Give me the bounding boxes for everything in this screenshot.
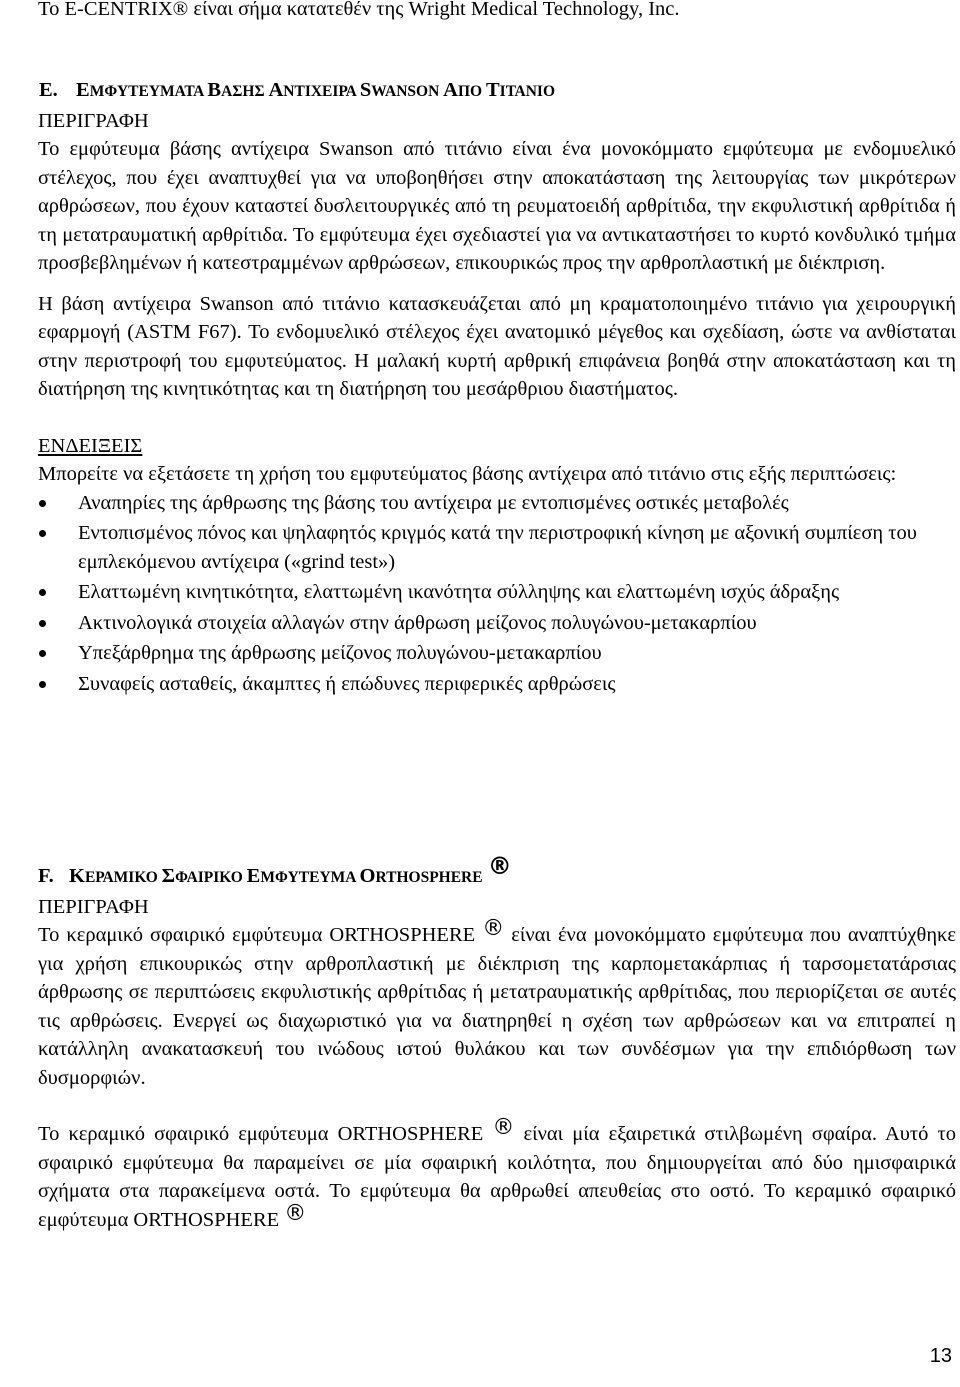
- registered-icon: ®: [482, 916, 505, 941]
- section-e: [38, 76, 956, 700]
- bullet-icon: [39, 589, 46, 596]
- list-item: Ακτινολογικά στοιχεία αλλαγών στην άρθρωση μείζονος πολυγώνου-μετακαρπίου: [38, 609, 956, 638]
- section-e-title: E. ΕΜΦΥΤΕΥΜΑΤΑ ΒΑΣΗΣ ΑΝΤΙΧΕΙΡΑ SWANSON ΑΠΟ ΤΙΤΑΝΙΟ: [38, 76, 956, 107]
- list-item: Ελαττωμένη κινητικότητα, ελαττωμένη ικανότητα σύλληψης και ελαττωμένη ισχύς άδραξης: [38, 578, 956, 607]
- section-e-letter: E.: [39, 79, 58, 101]
- page-number: 13: [929, 1345, 952, 1367]
- list-item: Αναπηρίες της άρθρωσης της βάσης του αντίχειρα με εντοπισμένες οστικές μεταβολές: [38, 489, 956, 518]
- section-e-indications-intro: Μπορείτε να εξετάσετε τη χρήση του εμφυτεύματος βάσης αντίχειρα από τιτάνιο στις εξής περιπτώσεις:: [38, 463, 897, 485]
- section-e-indications-heading: ΕΝΔΕΙΞΕΙΣ: [38, 434, 143, 457]
- bullet-icon: [39, 650, 46, 657]
- list-item: Υπεξάρθρημα της άρθρωσης μείζονος πολυγώνου-μετακαρπίου: [38, 639, 956, 668]
- bullet-icon: [39, 530, 46, 537]
- section-f-description-p2: Το κεραμικό σφαιρικό εμφύτευμα ORTHOSPHERE ® είναι μία εξαιρετικά στιλβωμένη σφαίρα. Αυτό το σφαιρικό εμφύτευμα θα παραμείνει σε μία σφαιρική κοιλότητα, που δημιουργείται από δύο ημισφαιρικά σχήματα στα παρακείμενα οστά. Το εμφύτευμα θα αρθρωθεί απευθείας στο οστό. Το κεραμικό σφαιρικό εμφύτευμα ORTHOSPHERE ®: [38, 1115, 956, 1231]
- list-item: Εντοπισμένος πόνος και ψηλαφητός κριγμός κατά την περιστροφική κίνηση με αξονική συμπίεση του εμπλεκόμενου αντίχειρα («grind test»): [38, 519, 956, 576]
- section-f-letter: F.: [38, 865, 54, 887]
- section-f: [38, 852, 956, 1234]
- section-f-description-heading: ΠΕΡΙΓΡΑΦΗ: [38, 895, 149, 918]
- section-e-description-p2: Η βάση αντίχειρα Swanson από τιτάνιο κατασκευάζεται από μη κραματοποιημένο τιτάνιο για χειρουργική εφαρμογή (ASTM F67). Το ενδομυελικό στέλεχος έχει ανατομικό μέγεθος και σχεδίαση, ώστε να ανθίσταται στην περιστροφή του εμφυτεύματος. Η μαλακή κυρτή αρθρική επιφάνεια βοηθά στην αποκατάσταση και τη διατήρηση της κινητικότητας και τη διατήρηση του μεσάρθριου διαστήματος.: [38, 292, 956, 400]
- section-f-description-p1: Το κεραμικό σφαιρικό εμφύτευμα ORTHOSPHERE ® είναι ένα μονοκόμματο εμφύτευμα που αναπτύχθηκε για χρήση επικουρικώς στην αρθροπλαστική με διέκπριση της καρπομετακάρπιας ή ταρσομετατάρσιας άρθρωσης σε περιπτώσεις εκφυλιστικής αρθρίτιδας ή μετατραυματικής αρθρίτιδας, που περιορίζεται σε αυτές τις αρθρώσεις. Ενεργεί ως διαχωριστικό για να διατηρηθεί η σχέση των αρθρώσεων και να επιτραπεί η κατάλληλη ανακατασκευή του ινώδους ιστού θυλάκου και των συνδέσμων για την επιδιόρθωση των δυσμορφιών.: [38, 916, 956, 1089]
- bullet-icon: [39, 681, 46, 688]
- bullet-icon: [39, 620, 46, 627]
- registered-icon: ®: [487, 852, 512, 880]
- bullet-icon: [39, 500, 46, 507]
- registered-icon: ®: [492, 1115, 515, 1140]
- section-e-description-p1: Το εμφύτευμα βάσης αντίχειρα Swanson από τιτάνιο είναι ένα μονοκόμματο εμφύτευμα με ενδομυελικό στέλεχος, που έχει αναπτυχθεί για να υποβοηθήσει στην αποκατάσταση της λειτουργίας των μικρότερων αρθρώσεων, που έχουν καταστεί δυσλειτουργικές από τη ρευματοειδή αρθρίτιδα, την εκφυλιστική αρθρίτιδα ή τη μετατραυματική αρθρίτιδα. Το εμφύτευμα έχει σχεδιαστεί για να αντικαταστήσει το κυρτό κονδυλικό τμήμα προσβεβλημένων ή κατεστραμμένων αρθρώσεων, επικουρικώς προς την αρθροπλαστική με διέκπριση.: [38, 138, 956, 274]
- list-item: Συναφείς ασταθείς, άκαμπτες ή επώδυνες περιφερικές αρθρώσεις: [38, 670, 956, 699]
- registered-icon: ®: [284, 1200, 307, 1226]
- section-e-description-heading: ΠΕΡΙΓΡΑΦΗ: [38, 109, 149, 132]
- trademark-notice: Το E-CENTRIX® είναι σήμα κατατεθέν της Wright Medical Technology, Inc.: [38, 0, 680, 20]
- section-f-title: F. ΚΕΡΑΜΙΚΟ ΣΦΑΙΡΙΚΟ ΕΜΦΥΤΕΥΜΑ ORTHOSPHERE ®: [38, 862, 956, 893]
- indications-list: [38, 489, 956, 699]
